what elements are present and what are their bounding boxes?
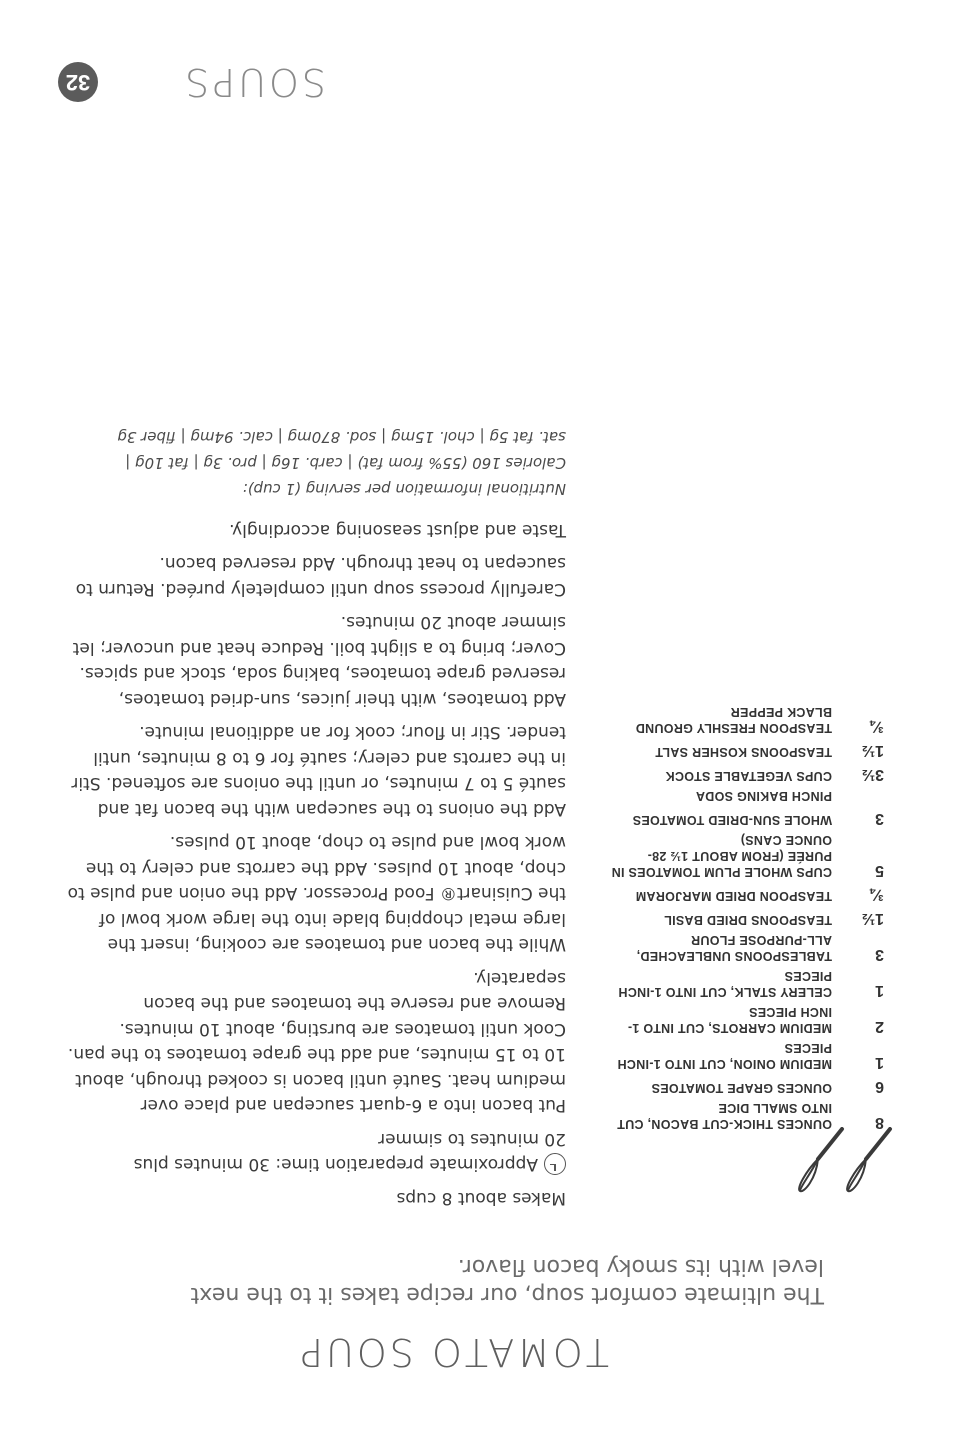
ingredient-item bbox=[604, 1076, 894, 1096]
clock-icon bbox=[544, 1154, 566, 1176]
ingredient-qty: 3½ bbox=[861, 766, 884, 783]
ingredient-item bbox=[604, 968, 894, 1000]
step-2: While the bacon and tomatoes are cooking, insert the large metal chopping blade into the large work bowl of the Cuisinart® Food Processor. Add the onion and pulse to chop, about 10 pulses. Add the carrots and celery to the work bowl and pulse to chop, about 10 pulses. bbox=[67, 832, 566, 955]
step-6: Taste and adjust seasoning accordingly. bbox=[229, 520, 566, 540]
ingredient-qty: 1 bbox=[875, 982, 884, 999]
ingredient-desc: PINCH BAKING SODA bbox=[695, 789, 832, 803]
ingredient-desc: TEASPOON FRESHLY GROUND BLACK PEPPER bbox=[635, 705, 832, 735]
ingredient-desc: CUPS WHOLE PLUM TOMATOES IN PURÉE (FROM ABOUT 1½ 28-OUNCE CANS) bbox=[611, 833, 832, 879]
ingredient-qty: 1½ bbox=[861, 910, 884, 927]
ingredient-desc: CUPS VEGETABLE STOCK bbox=[665, 769, 832, 783]
ingredient-qty: ¾ bbox=[870, 886, 884, 903]
ingredient-item bbox=[604, 788, 894, 804]
yield-text: Makes about 8 cups bbox=[396, 1188, 566, 1208]
ingredient-item bbox=[604, 808, 894, 828]
step-4: Add tomatoes, with their juices, sun-dried tomatoes, reserved grape tomatoes, baking soda, stock and spices. Cover; bring to a slight boil. Reduce heat and uncover; let simmer about 20 minutes. bbox=[72, 612, 566, 709]
step-5: Carefully process soup until completely puréed. Return to saucepan to heat through. Add reserved bacon. bbox=[75, 553, 566, 599]
ingredient-item bbox=[604, 704, 894, 736]
step-3: Add the onions to the saucepan with the bacon fat and sauté 5 to 7 minutes, or until the onions are softened. Stir in the carrots and celery; sauté for 6 to 8 minutes, until tender. Stir in flour; cook for an additional minute. bbox=[71, 722, 566, 819]
ingredient-item bbox=[604, 1004, 894, 1036]
step-1: Put bacon into a 6-quart saucepan and place over medium heat. Sauté until bacon is cooked through, about 10 to 15 minutes, and add the grape tomatoes to the pan. Cook until tomatoes are bursting, about 10 minutes. Remove and reserve the tomatoes and the bacon separately. bbox=[67, 968, 566, 1116]
ingredient-list bbox=[604, 700, 894, 1132]
ingredient-qty: 1 bbox=[875, 1054, 884, 1071]
ingredient-item bbox=[604, 832, 894, 880]
ingredient-qty: 6 bbox=[875, 1078, 884, 1095]
ingredient-desc: TEASPOONS KOSHER SALT bbox=[655, 745, 832, 759]
recipe-subtitle: The ultimate comfort soup, our recipe takes it to the next level with its smoky bacon flavor. bbox=[190, 1254, 824, 1307]
ingredient-desc: TEASPOONS DRIED BASIL bbox=[663, 913, 832, 927]
ingredient-qty: 3 bbox=[875, 946, 884, 963]
ingredient-item bbox=[604, 908, 894, 928]
nutrition-line: sat. fat 5g | chol. 15mg | sod. 870mg | calc. 94mg | fiber 3g bbox=[117, 428, 566, 447]
ingredient-qty: ¾ bbox=[870, 718, 884, 735]
ingredient-desc: MEDIUM CARROTS, CUT INTO 1-INCH PIECES bbox=[627, 1005, 832, 1035]
ingredient-desc: OUNCES GRAPE TOMATOES bbox=[651, 1081, 832, 1095]
prep-time-line2: 20 minutes to simmer bbox=[378, 1129, 566, 1149]
section-title: SOUPS bbox=[182, 60, 326, 104]
ingredient-item bbox=[604, 1040, 894, 1072]
ingredient-desc: WHOLE SUN-DRIED TOMATOES bbox=[632, 813, 832, 827]
ingredient-item bbox=[604, 932, 894, 964]
recipe-title: TOMATO SOUP bbox=[297, 1330, 609, 1374]
prep-time bbox=[66, 1151, 566, 1177]
recipe-directions bbox=[66, 425, 566, 1211]
ingredient-qty: 8 bbox=[875, 1114, 884, 1131]
prep-time-line1: Approximate preparation time: 30 minutes plus bbox=[133, 1154, 538, 1175]
ingredient-qty: 3 bbox=[875, 810, 884, 827]
ingredient-qty: 2 bbox=[875, 1018, 884, 1035]
ingredient-desc: TEASPOON DRIED MARJORAM bbox=[635, 889, 832, 903]
page-number-badge: 32 bbox=[58, 62, 98, 102]
ingredient-item bbox=[604, 740, 894, 760]
nutrition-info bbox=[66, 425, 566, 503]
ingredient-qty: 1½ bbox=[861, 742, 884, 759]
whisk-icon bbox=[794, 1127, 894, 1197]
ingredient-item bbox=[604, 884, 894, 904]
ingredient-desc: CELERY STALK, CUT INTO 1-INCH PIECES bbox=[618, 969, 832, 999]
nutrition-heading: Nutritional information per serving (1 cup): bbox=[242, 480, 566, 499]
ingredient-item bbox=[604, 1100, 894, 1132]
ingredient-qty: 5 bbox=[875, 862, 884, 879]
ingredient-desc: OUNCES THICK-CUT BACON, CUT INTO SMALL DICE bbox=[616, 1101, 832, 1131]
ingredient-desc: MEDIUM ONION, CUT INTO 1-INCH PIECES bbox=[617, 1041, 832, 1071]
nutrition-line: Calories 160 (55% from fat) | carb. 16g | pro. 3g | fat 10g | bbox=[125, 454, 566, 473]
ingredient-desc: TABLESPOONS UNBLEACHED, ALL-PURPOSE FLOUR bbox=[636, 933, 832, 963]
ingredient-item bbox=[604, 764, 894, 784]
